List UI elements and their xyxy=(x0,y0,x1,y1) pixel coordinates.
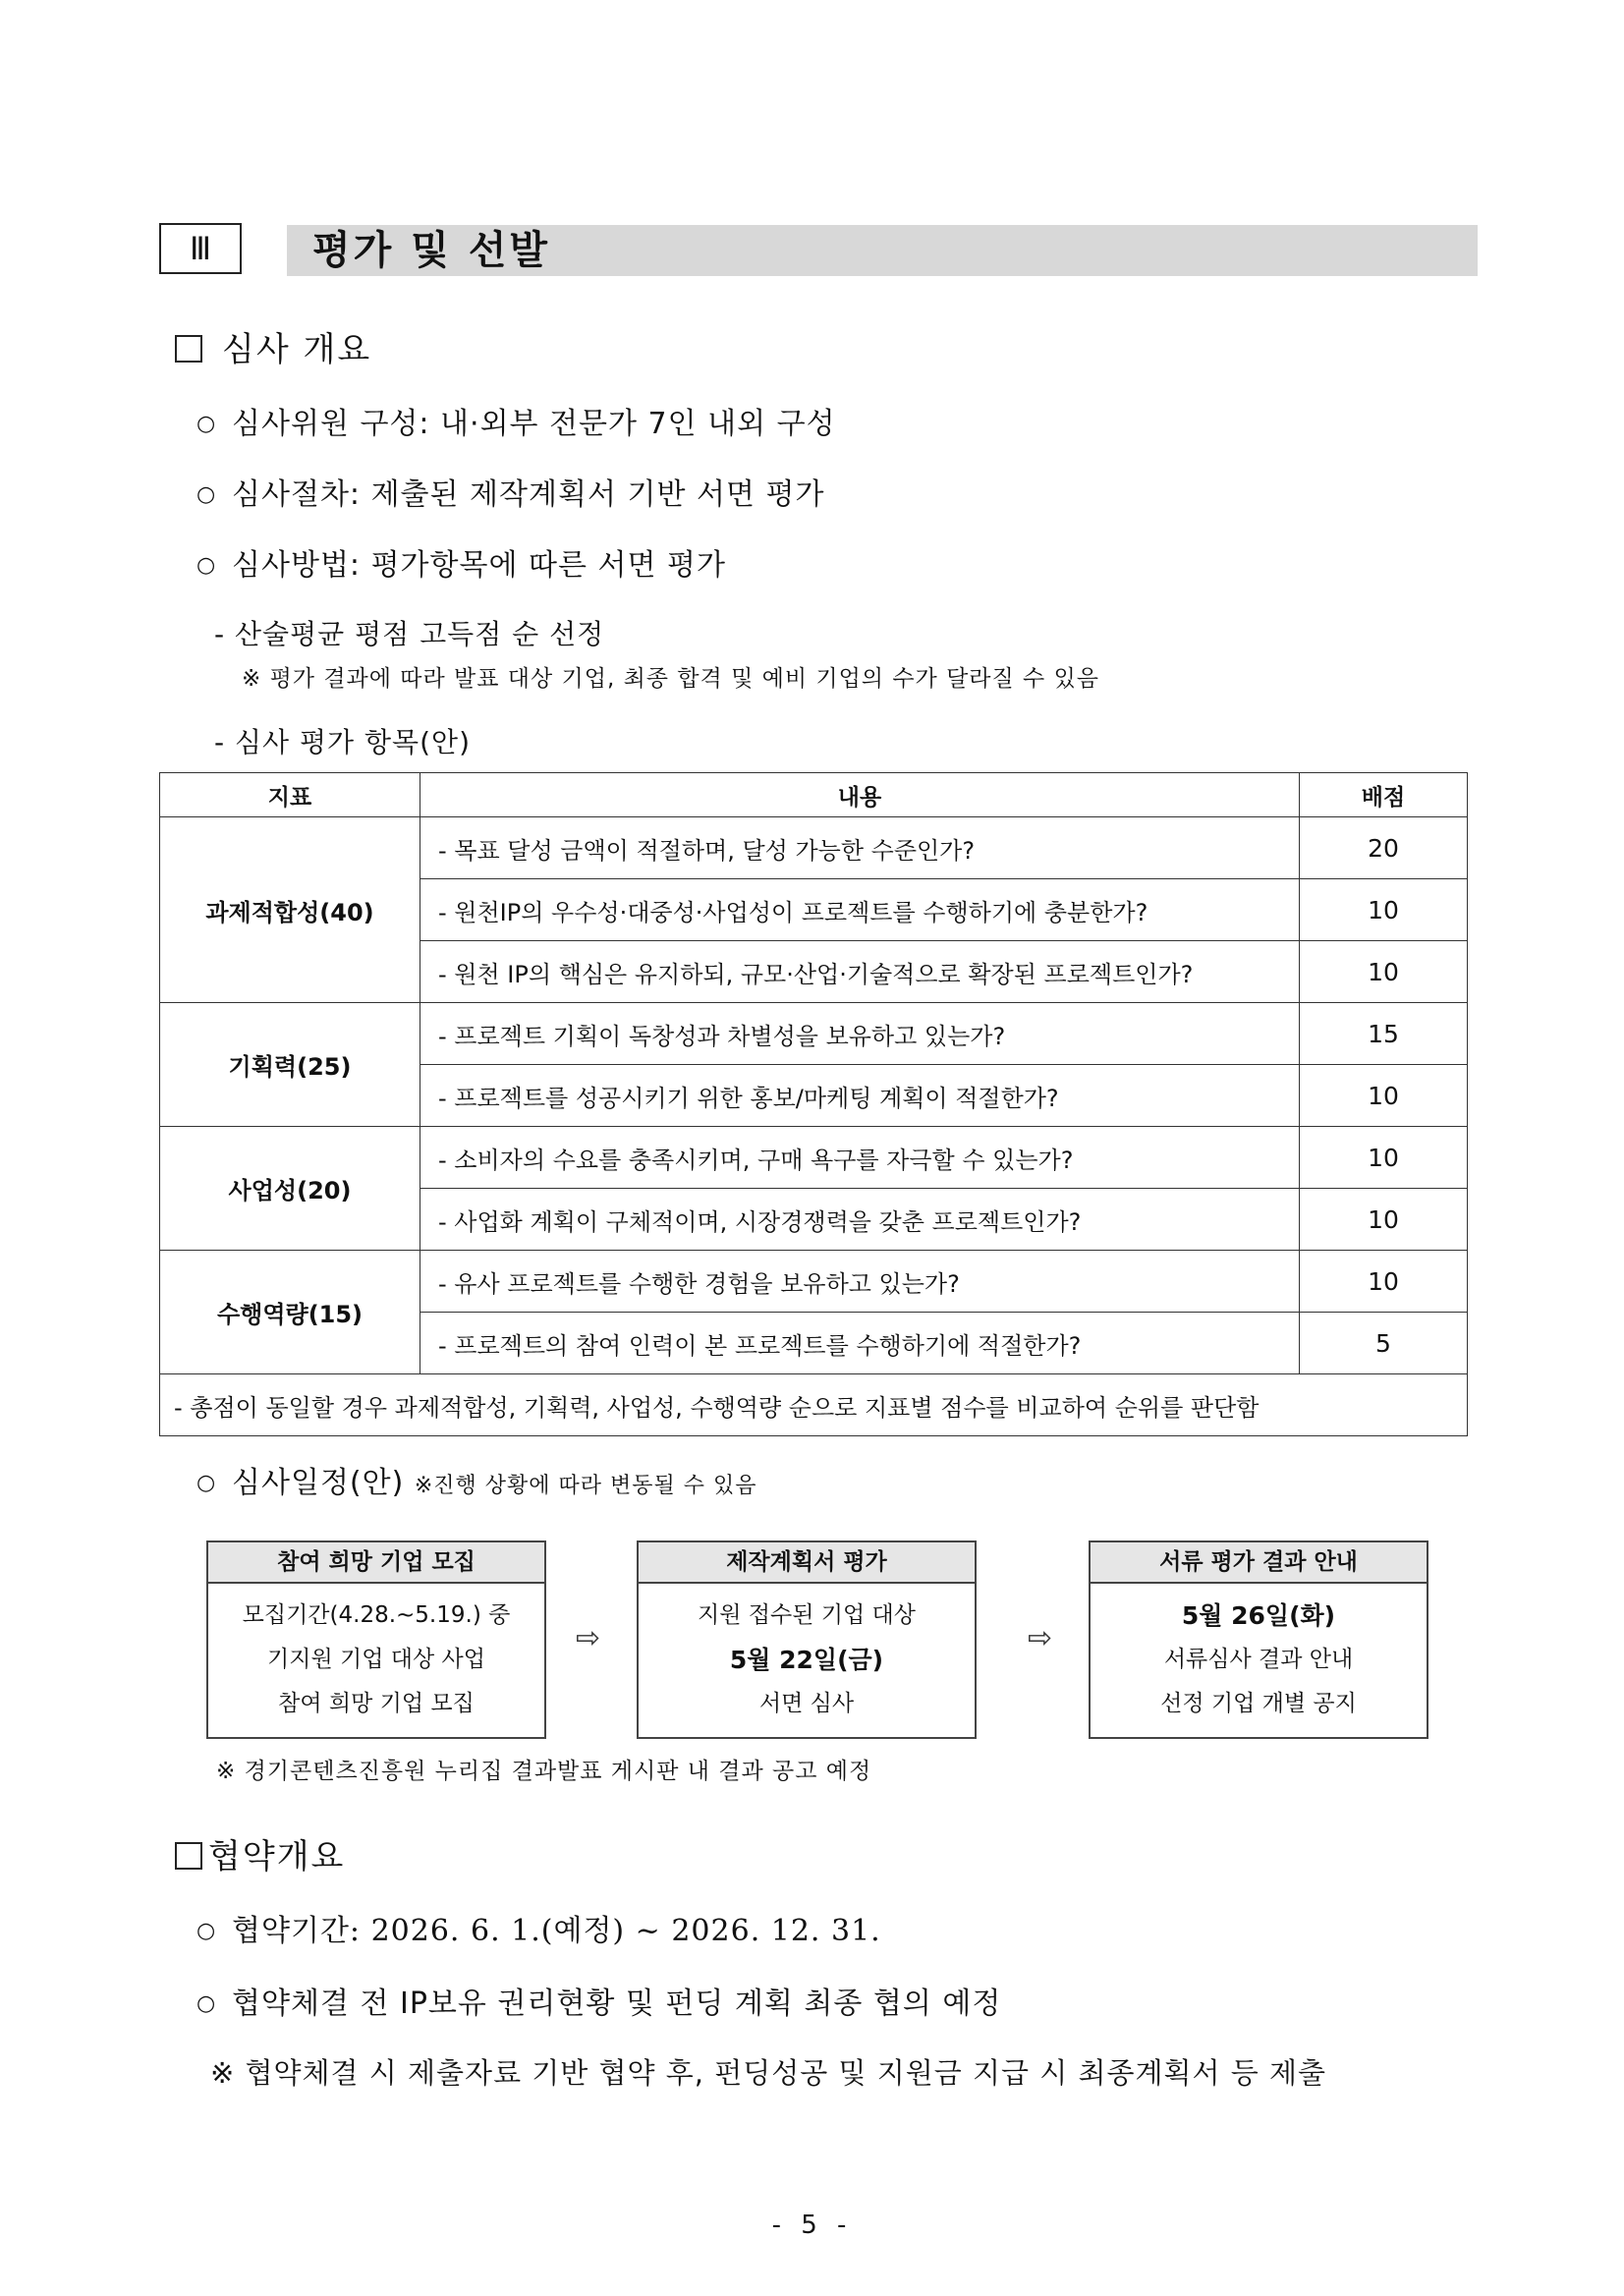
criterion-cell: 사업성(20) xyxy=(160,1127,420,1251)
table-row xyxy=(160,817,1468,879)
content-cell: - 사업화 계획이 구체적이며, 시장경쟁력을 갖춘 프로젝트인가? xyxy=(420,1189,1300,1251)
table-header: 지표 xyxy=(160,773,420,817)
content-cell: - 유사 프로젝트를 수행한 경험을 보유하고 있는가? xyxy=(420,1251,1300,1313)
agreement-note: ※ 협약체결 시 제출자료 기반 협약 후, 펀딩성공 및 지원금 지급 시 최종계획서 등 제출 xyxy=(210,2056,1327,2090)
schedule-box-title: 제작계획서 평가 xyxy=(639,1542,975,1584)
circle-bullet-icon: ○ xyxy=(196,1991,217,2016)
schedule-footnote: ※ 경기콘텐츠진흥원 누리집 결과발표 게시판 내 결과 공고 예정 xyxy=(216,1759,872,1784)
schedule-label: 심사일정(안) xyxy=(232,1466,405,1500)
circle-bullet-icon: ○ xyxy=(196,1919,217,1943)
schedule-box-title: 서류 평가 결과 안내 xyxy=(1091,1542,1427,1584)
bullet-text: 심사방법: 평가항목에 따른 서면 평가 xyxy=(232,548,726,583)
agreement-heading-text: 협약개요 xyxy=(208,1837,346,1876)
schedule-box-2 xyxy=(637,1540,977,1739)
content-cell: - 원천 IP의 핵심은 유지하되, 규모·산업·기술적으로 확장된 프로젝트인가? xyxy=(420,941,1300,1003)
table-header-row xyxy=(160,773,1468,817)
score-cell: 10 xyxy=(1300,1251,1468,1313)
review-note-1: ※ 평가 결과에 따라 발표 대상 기업, 최종 합격 및 예비 기업의 수가 달라질 수 있음 xyxy=(242,666,1100,692)
schedule-box-line: 선정 기업 개별 공지 xyxy=(1160,1691,1357,1716)
arrow-right-icon: ⇨ xyxy=(1028,1621,1053,1655)
square-bullet-icon xyxy=(175,335,202,363)
circle-bullet-icon: ○ xyxy=(196,553,217,578)
square-bullet-icon xyxy=(175,1842,202,1870)
circle-bullet-icon: ○ xyxy=(196,412,217,436)
score-cell: 10 xyxy=(1300,1189,1468,1251)
content-cell: - 프로젝트 기획이 독창성과 차별성을 보유하고 있는가? xyxy=(420,1003,1300,1065)
schedule-box-line: 서면 심사 xyxy=(758,1691,855,1716)
arrow-right-icon: ⇨ xyxy=(576,1621,601,1655)
table-row xyxy=(160,1251,1468,1313)
table-header: 내용 xyxy=(420,773,1300,817)
schedule-box-line: 서류심사 결과 안내 xyxy=(1163,1647,1354,1672)
content-cell: - 소비자의 수요를 충족시키며, 구매 욕구를 자극할 수 있는가? xyxy=(420,1127,1300,1189)
bullet-text: 협약기간: 2026. 6. 1.(예정) ~ 2026. 12. 31. xyxy=(232,1914,881,1948)
schedule-box-line: 모집기간(4.28.~5.19.) 중 xyxy=(242,1602,511,1628)
score-cell: 15 xyxy=(1300,1003,1468,1065)
section-title: 평가 및 선발 xyxy=(312,228,551,273)
review-dash-1: - 산술평균 평점 고득점 순 선정 xyxy=(214,618,605,650)
criterion-cell: 수행역량(15) xyxy=(160,1251,420,1374)
criterion-cell: 과제적합성(40) xyxy=(160,817,420,1003)
schedule-box-3 xyxy=(1089,1540,1428,1739)
agreement-bullet-1 xyxy=(196,1906,881,1949)
schedule-box-line: 기지원 기업 대상 사업 xyxy=(267,1647,485,1672)
review-bullet-2 xyxy=(196,470,824,513)
bullet-text: 협약체결 전 IP보유 권리현황 및 펀딩 계획 최종 협의 예정 xyxy=(232,1987,1002,2021)
table-row xyxy=(160,1003,1468,1065)
table-header: 배점 xyxy=(1300,773,1468,817)
review-bullet-1 xyxy=(196,399,836,442)
score-cell: 10 xyxy=(1300,941,1468,1003)
schedule-note: ※진행 상황에 따라 변동될 수 있음 xyxy=(414,1474,757,1498)
review-heading-text: 심사 개요 xyxy=(222,330,372,369)
bullet-text: 심사위원 구성: 내·외부 전문가 7인 내외 구성 xyxy=(232,407,836,441)
circle-bullet-icon: ○ xyxy=(196,1471,217,1495)
table-row xyxy=(160,1127,1468,1189)
schedule-box-line: 지원 접수된 기업 대상 xyxy=(698,1602,916,1628)
table-footer-row xyxy=(160,1374,1468,1436)
score-cell: 5 xyxy=(1300,1313,1468,1374)
schedule-box-date: 5월 22일(금) xyxy=(729,1646,884,1674)
review-heading xyxy=(175,322,371,370)
content-cell: - 프로젝트의 참여 인력이 본 프로젝트를 수행하기에 적절한가? xyxy=(420,1313,1300,1374)
agreement-heading xyxy=(175,1829,345,1877)
criterion-cell: 기획력(25) xyxy=(160,1003,420,1127)
review-dash-2: - 심사 평가 항목(안) xyxy=(214,726,471,758)
schedule-box-title: 참여 희망 기업 모집 xyxy=(208,1542,544,1584)
circle-bullet-icon: ○ xyxy=(196,482,217,507)
page-number: - 5 - xyxy=(771,2211,853,2240)
section-numeral-box xyxy=(159,223,242,274)
schedule-box-1 xyxy=(206,1540,546,1739)
score-cell: 10 xyxy=(1300,1127,1468,1189)
content-cell: - 프로젝트를 성공시키기 위한 홍보/마케팅 계획이 적절한가? xyxy=(420,1065,1300,1127)
schedule-box-line: 참여 희망 기업 모집 xyxy=(278,1691,475,1716)
score-cell: 20 xyxy=(1300,817,1468,879)
content-cell: - 원천IP의 우수성·대중성·사업성이 프로젝트를 수행하기에 충분한가? xyxy=(420,879,1300,941)
table-footer-note: - 총점이 동일할 경우 과제적합성, 기획력, 사업성, 수행역량 순으로 지표별 점수를 비교하여 순위를 판단함 xyxy=(160,1374,1468,1436)
bullet-text: 심사절차: 제출된 제작계획서 기반 서면 평가 xyxy=(232,477,825,512)
schedule-box-date: 5월 26일(화) xyxy=(1181,1601,1336,1630)
schedule-heading xyxy=(196,1458,757,1501)
review-bullet-3 xyxy=(196,540,726,584)
agreement-bullet-2 xyxy=(196,1979,1001,2022)
score-cell: 10 xyxy=(1300,879,1468,941)
evaluation-table xyxy=(159,772,1468,1436)
score-cell: 10 xyxy=(1300,1065,1468,1127)
section-numeral: Ⅲ xyxy=(189,231,212,266)
content-cell: - 목표 달성 금액이 적절하며, 달성 가능한 수준인가? xyxy=(420,817,1300,879)
